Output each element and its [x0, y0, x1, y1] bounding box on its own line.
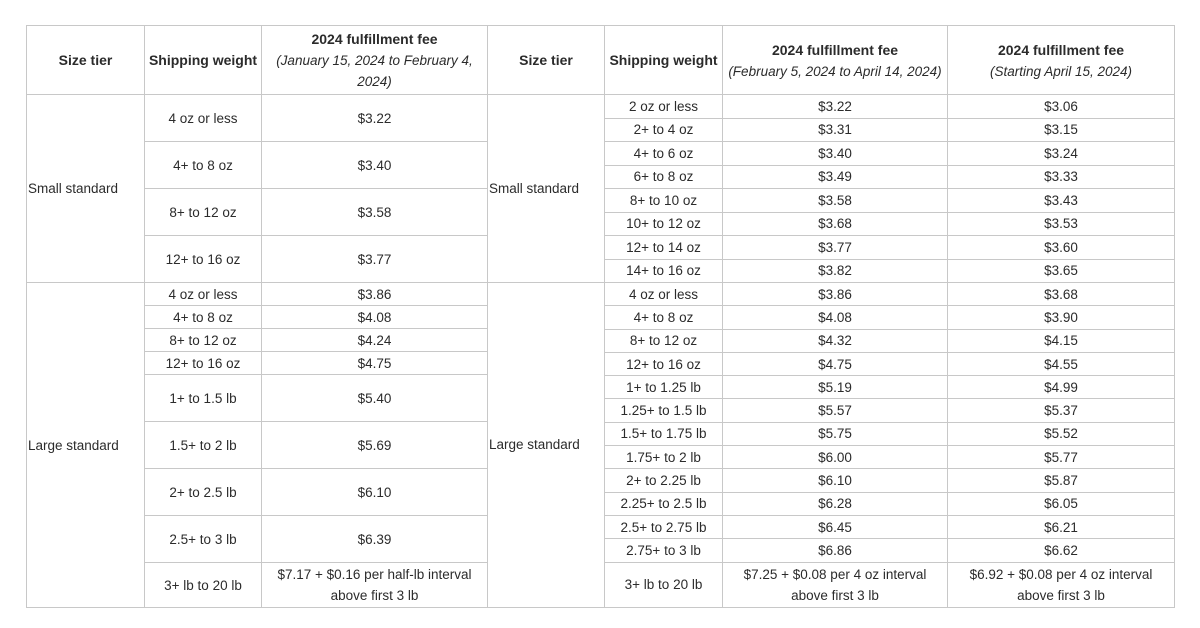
weight-cell: 12+ to 16 oz [145, 352, 262, 375]
weight-cell: 1.5+ to 1.75 lb [605, 422, 723, 445]
weight-cell: 3+ lb to 20 lb [605, 562, 723, 607]
fee-cell: $5.19 [723, 376, 948, 399]
weight-cell: 10+ to 12 oz [605, 212, 723, 236]
weight-cell: 4+ to 8 oz [145, 142, 262, 189]
weight-cell: 8+ to 12 oz [145, 329, 262, 352]
weight-cell: 12+ to 16 oz [145, 236, 262, 283]
fee-cell: $3.86 [262, 283, 488, 306]
fee-cell: $6.21 [948, 515, 1175, 538]
fee-cell: $3.68 [948, 283, 1175, 306]
fee-cell: $3.65 [948, 259, 1175, 283]
fee-cell: $5.40 [262, 375, 488, 422]
fee-cell: $4.75 [262, 352, 488, 375]
fee-cell: $5.52 [948, 422, 1175, 445]
fee-cell: $7.25 + $0.08 per 4 oz interval above first 3 lb [723, 562, 948, 607]
tier-cell-small-standard: Small standard [27, 95, 145, 283]
header-fee-title: 2024 fulfillment fee [311, 31, 438, 47]
header-fee-period: (January 15, 2024 to February 4, 2024) [276, 53, 473, 89]
header-fee-title: 2024 fulfillment fee [771, 41, 899, 58]
weight-cell: 3+ lb to 20 lb [145, 563, 262, 608]
weight-cell: 4+ to 8 oz [605, 306, 723, 329]
fee-table-jan-feb [26, 25, 488, 608]
weight-cell: 2 oz or less [605, 95, 723, 119]
fee-cell: $6.62 [948, 539, 1175, 562]
fee-cell: $6.86 [723, 539, 948, 562]
weight-cell: 4+ to 8 oz [145, 306, 262, 329]
weight-cell: 1.25+ to 1.5 lb [605, 399, 723, 422]
fee-cell: $5.75 [723, 422, 948, 445]
fee-cell: $4.55 [948, 352, 1175, 375]
weight-cell: 12+ to 16 oz [605, 352, 723, 375]
table-header-row [27, 26, 488, 95]
fee-cell: $4.32 [723, 329, 948, 352]
weight-cell: 12+ to 14 oz [605, 236, 723, 260]
weight-cell: 1+ to 1.25 lb [605, 376, 723, 399]
weight-cell: 2.25+ to 2.5 lb [605, 492, 723, 515]
fee-cell: $5.57 [723, 399, 948, 422]
fee-cell: $3.58 [262, 189, 488, 236]
fee-cell: $6.10 [723, 469, 948, 492]
fee-cell: $3.77 [262, 236, 488, 283]
fee-cell: $6.92 + $0.08 per 4 oz interval above first 3 lb [948, 562, 1175, 607]
header-fulfillment-fee-feb-apr [723, 26, 948, 95]
fee-cell: $4.08 [723, 306, 948, 329]
fee-cell: $6.05 [948, 492, 1175, 515]
weight-cell: 8+ to 12 oz [605, 329, 723, 352]
table-row [488, 283, 1175, 306]
header-shipping-weight: Shipping weight [145, 26, 262, 95]
header-size-tier: Size tier [27, 26, 145, 95]
weight-cell: 4 oz or less [145, 95, 262, 142]
weight-cell: 4+ to 6 oz [605, 142, 723, 166]
fee-cell: $3.60 [948, 236, 1175, 260]
fee-cell: $3.90 [948, 306, 1175, 329]
fee-cell: $4.15 [948, 329, 1175, 352]
weight-cell: 1.5+ to 2 lb [145, 422, 262, 469]
weight-cell: 1.75+ to 2 lb [605, 446, 723, 469]
weight-cell: 8+ to 12 oz [145, 189, 262, 236]
fee-cell: $3.40 [723, 142, 948, 166]
tier-cell-small-standard: Small standard [488, 95, 605, 283]
fee-table-feb-onward [487, 25, 1175, 608]
header-fee-title: 2024 fulfillment fee [997, 41, 1125, 58]
fee-cell: $4.99 [948, 376, 1175, 399]
weight-cell: 2+ to 2.5 lb [145, 469, 262, 516]
fee-cell: $3.58 [723, 189, 948, 213]
fee-cell: $6.39 [262, 516, 488, 563]
weight-cell: 2+ to 2.25 lb [605, 469, 723, 492]
fee-cell: $3.24 [948, 142, 1175, 166]
header-fulfillment-fee [262, 26, 488, 95]
fee-cell: $3.49 [723, 165, 948, 189]
fee-cell: $3.68 [723, 212, 948, 236]
weight-cell: 4 oz or less [605, 283, 723, 306]
table-row [488, 95, 1175, 119]
fee-cell: $6.00 [723, 446, 948, 469]
weight-cell: 6+ to 8 oz [605, 165, 723, 189]
fee-cell: $3.40 [262, 142, 488, 189]
weight-cell: 14+ to 16 oz [605, 259, 723, 283]
fee-cell: $7.17 + $0.16 per half-lb interval above first 3 lb [262, 563, 488, 608]
fee-cell: $3.33 [948, 165, 1175, 189]
weight-cell: 4 oz or less [145, 283, 262, 306]
fee-cell: $4.08 [262, 306, 488, 329]
fee-cell: $3.86 [723, 283, 948, 306]
table-header-row [488, 26, 1175, 95]
weight-cell: 1+ to 1.5 lb [145, 375, 262, 422]
fee-cell: $3.82 [723, 259, 948, 283]
weight-cell: 2+ to 4 oz [605, 118, 723, 142]
weight-cell: 2.75+ to 3 lb [605, 539, 723, 562]
fee-cell: $3.31 [723, 118, 948, 142]
fee-cell: $5.87 [948, 469, 1175, 492]
weight-cell: 2.5+ to 2.75 lb [605, 515, 723, 538]
header-fulfillment-fee-from-apr [948, 26, 1175, 95]
header-fee-period: (February 5, 2024 to April 14, 2024) [728, 63, 942, 79]
fee-cell: $3.06 [948, 95, 1175, 119]
fee-cell: $3.22 [723, 95, 948, 119]
fee-cell: $6.10 [262, 469, 488, 516]
header-shipping-weight: Shipping weight [605, 26, 723, 95]
fee-cell: $3.43 [948, 189, 1175, 213]
tier-cell-large-standard: Large standard [27, 283, 145, 608]
fee-cell: $3.53 [948, 212, 1175, 236]
header-fee-period: (Starting April 15, 2024) [989, 63, 1133, 79]
header-size-tier: Size tier [488, 26, 605, 95]
fee-cell: $5.77 [948, 446, 1175, 469]
fee-cell: $3.15 [948, 118, 1175, 142]
table-row [27, 95, 488, 142]
fee-cell: $4.75 [723, 352, 948, 375]
fee-cell: $6.45 [723, 515, 948, 538]
weight-cell: 2.5+ to 3 lb [145, 516, 262, 563]
weight-cell: 8+ to 10 oz [605, 189, 723, 213]
fee-cell: $5.69 [262, 422, 488, 469]
table-row [27, 283, 488, 306]
fee-cell: $3.22 [262, 95, 488, 142]
tier-cell-large-standard: Large standard [488, 283, 605, 608]
fee-cell: $6.28 [723, 492, 948, 515]
fee-cell: $4.24 [262, 329, 488, 352]
fee-cell: $3.77 [723, 236, 948, 260]
fee-cell: $5.37 [948, 399, 1175, 422]
